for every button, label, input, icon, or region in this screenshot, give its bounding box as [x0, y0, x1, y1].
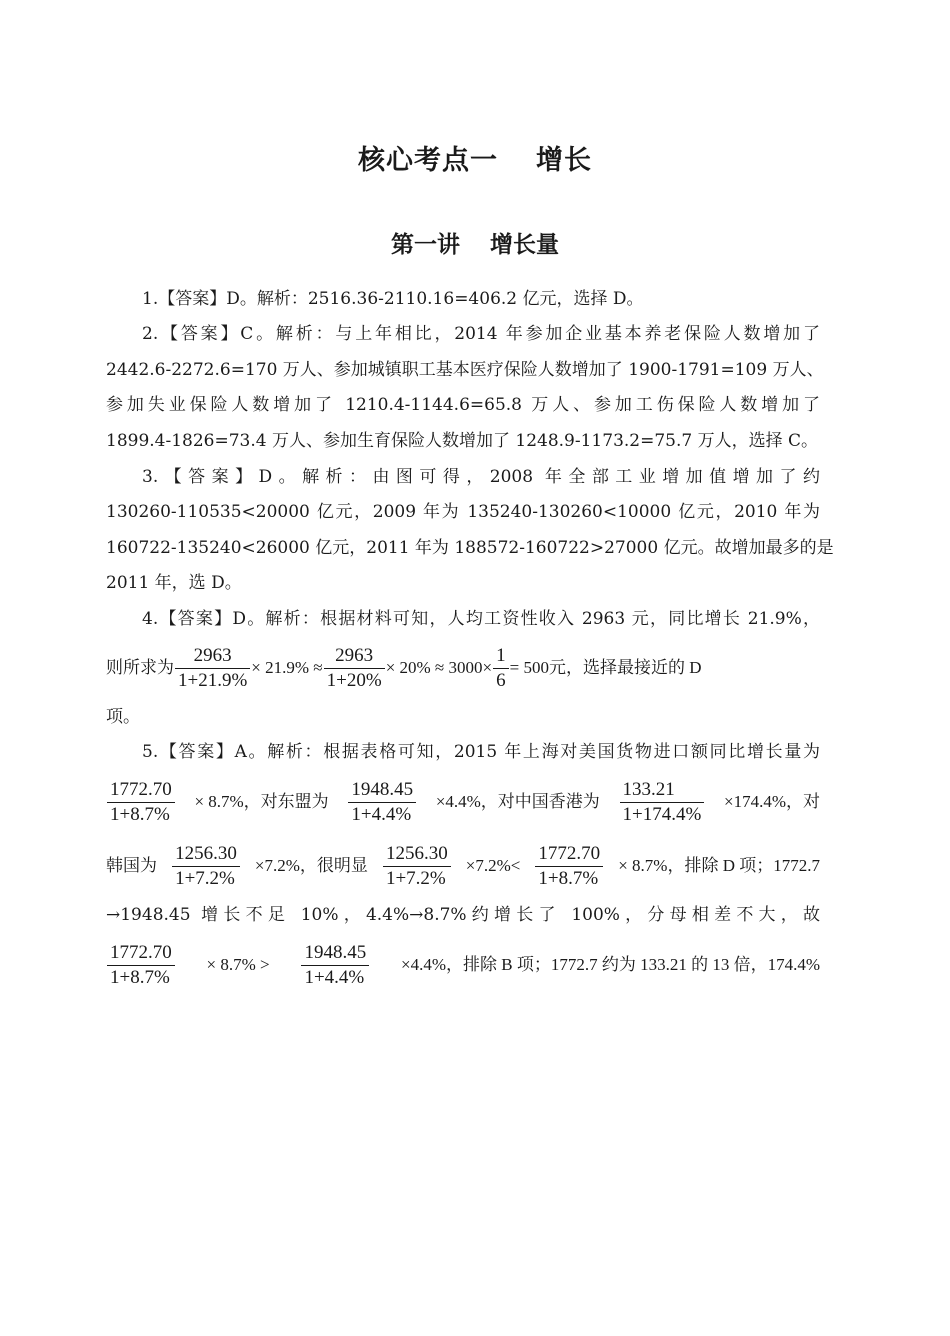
fraction: $\frac{1772.70}{1+8.7\%}$ — [535, 842, 603, 891]
answer-3-line-4: 2011 年，选 D。 — [106, 573, 242, 593]
answer-4-line-end: 项。 — [106, 707, 140, 727]
answer-5-line-1: 5.【答案】A。解析：根据表格可知，2015 年上海对美国货物进口额同比增长量为 — [142, 742, 820, 762]
answer-4-formula — [106, 638, 820, 698]
formula-text: ×174.4%，对 — [723, 792, 820, 811]
fraction: $\frac{1772.70}{1+8.7\%}$ — [107, 778, 175, 827]
answer-2-line-4: 1899.4-1826=73.4 万人、参加生育保险人数增加了 1248.9-1173.2=75.7 万人，选择 C。 — [106, 431, 819, 451]
answer-2-line-1: 2.【答案】C。解析：与上年相比，2014 年参加企业基本养老保险人数增加了 — [142, 324, 820, 344]
subtitle-right: 增长量 — [490, 232, 559, 258]
fraction: $\frac{2963}{1+21.9\%}$ — [175, 644, 250, 693]
answer-5-formula-2 — [106, 836, 820, 896]
fraction: $\frac{1948.45}{1+4.4\%}$ — [348, 778, 416, 827]
formula-text: × 8.7%，对东盟为 — [194, 792, 329, 811]
answer-2-line-3: 参加失业保险人数增加了 1210.4-1144.6=65.8 万人、参加工伤保险人数增加了 — [106, 395, 820, 415]
title-left: 核心考点一 — [358, 145, 498, 176]
fraction: $\frac{1772.70}{1+8.7\%}$ — [107, 941, 175, 990]
fraction: $\frac{1256.30}{1+7.2\%}$ — [383, 842, 451, 891]
answer-5-formula-1 — [106, 772, 820, 832]
formula-text: ×7.2%，很明显 — [254, 856, 368, 875]
answer-4-line-1: 4.【答案】D。解析：根据材料可知，人均工资性收入 2963 元，同比增长 21.9%， — [142, 609, 820, 629]
answer-3-line-2: 130260-110535<20000 亿元，2009 年为 135240-130260<10000 亿元，2010 年为 — [106, 502, 820, 522]
formula-text: ×4.4%，对中国香港为 — [435, 792, 600, 811]
page-title — [0, 138, 950, 177]
formula-prefix: 韩国为 — [106, 856, 157, 876]
fraction: $\frac{1948.45}{1+4.4\%}$ — [301, 941, 369, 990]
formula-text: ×4.4%，排除 B 项；1772.7 约为 133.21 的 13 倍，174.4% — [400, 955, 820, 974]
fraction: $\frac{2963}{1+20\%}$ — [324, 644, 385, 693]
title-right: 增长 — [536, 145, 592, 176]
answer-5-line-arrow: →1948.45 增长不足 10%，4.4%→8.7%约增长了 100%，分母相差不大，故 — [106, 905, 820, 925]
fraction: $\frac{1}{6}$ — [493, 644, 509, 693]
formula-text: ×7.2%< — [465, 856, 521, 875]
section-title — [0, 226, 950, 259]
answer-2-line-2: 2442.6-2272.6=170 万人、参加城镇职工基本医疗保险人数增加了 1900-1791=109 万人、 — [106, 360, 824, 380]
formula-text: × 21.9% ≈ — [251, 658, 323, 677]
answer-5-formula-3 — [106, 935, 820, 995]
formula-text: × 8.7% > — [206, 955, 270, 974]
answer-3-line-1: 3.【答案】D。解析：由图可得，2008 年全部工业增加值增加了约 — [142, 467, 820, 487]
answer-1-line-1: 1.【答案】D。解析：2516.36-2110.16=406.2 亿元，选择 D。 — [142, 289, 644, 309]
answer-3-line-3: 160722-135240<26000 亿元，2011 年为 188572-160722>27000 亿元。故增加最多的是 — [106, 538, 834, 558]
fraction: $\frac{1256.30}{1+7.2\%}$ — [172, 842, 240, 891]
formula-prefix: 则所求为 — [106, 658, 174, 678]
subtitle-left: 第一讲 — [391, 232, 460, 258]
fraction: $\frac{133.21}{1+174.4\%}$ — [620, 778, 705, 827]
formula-text: = 500元，选择最接近的 D — [509, 658, 702, 677]
formula-text: × 8.7%，排除 D 项；1772.7 — [618, 856, 820, 875]
formula-text: × 20% ≈ 3000× — [385, 658, 493, 677]
